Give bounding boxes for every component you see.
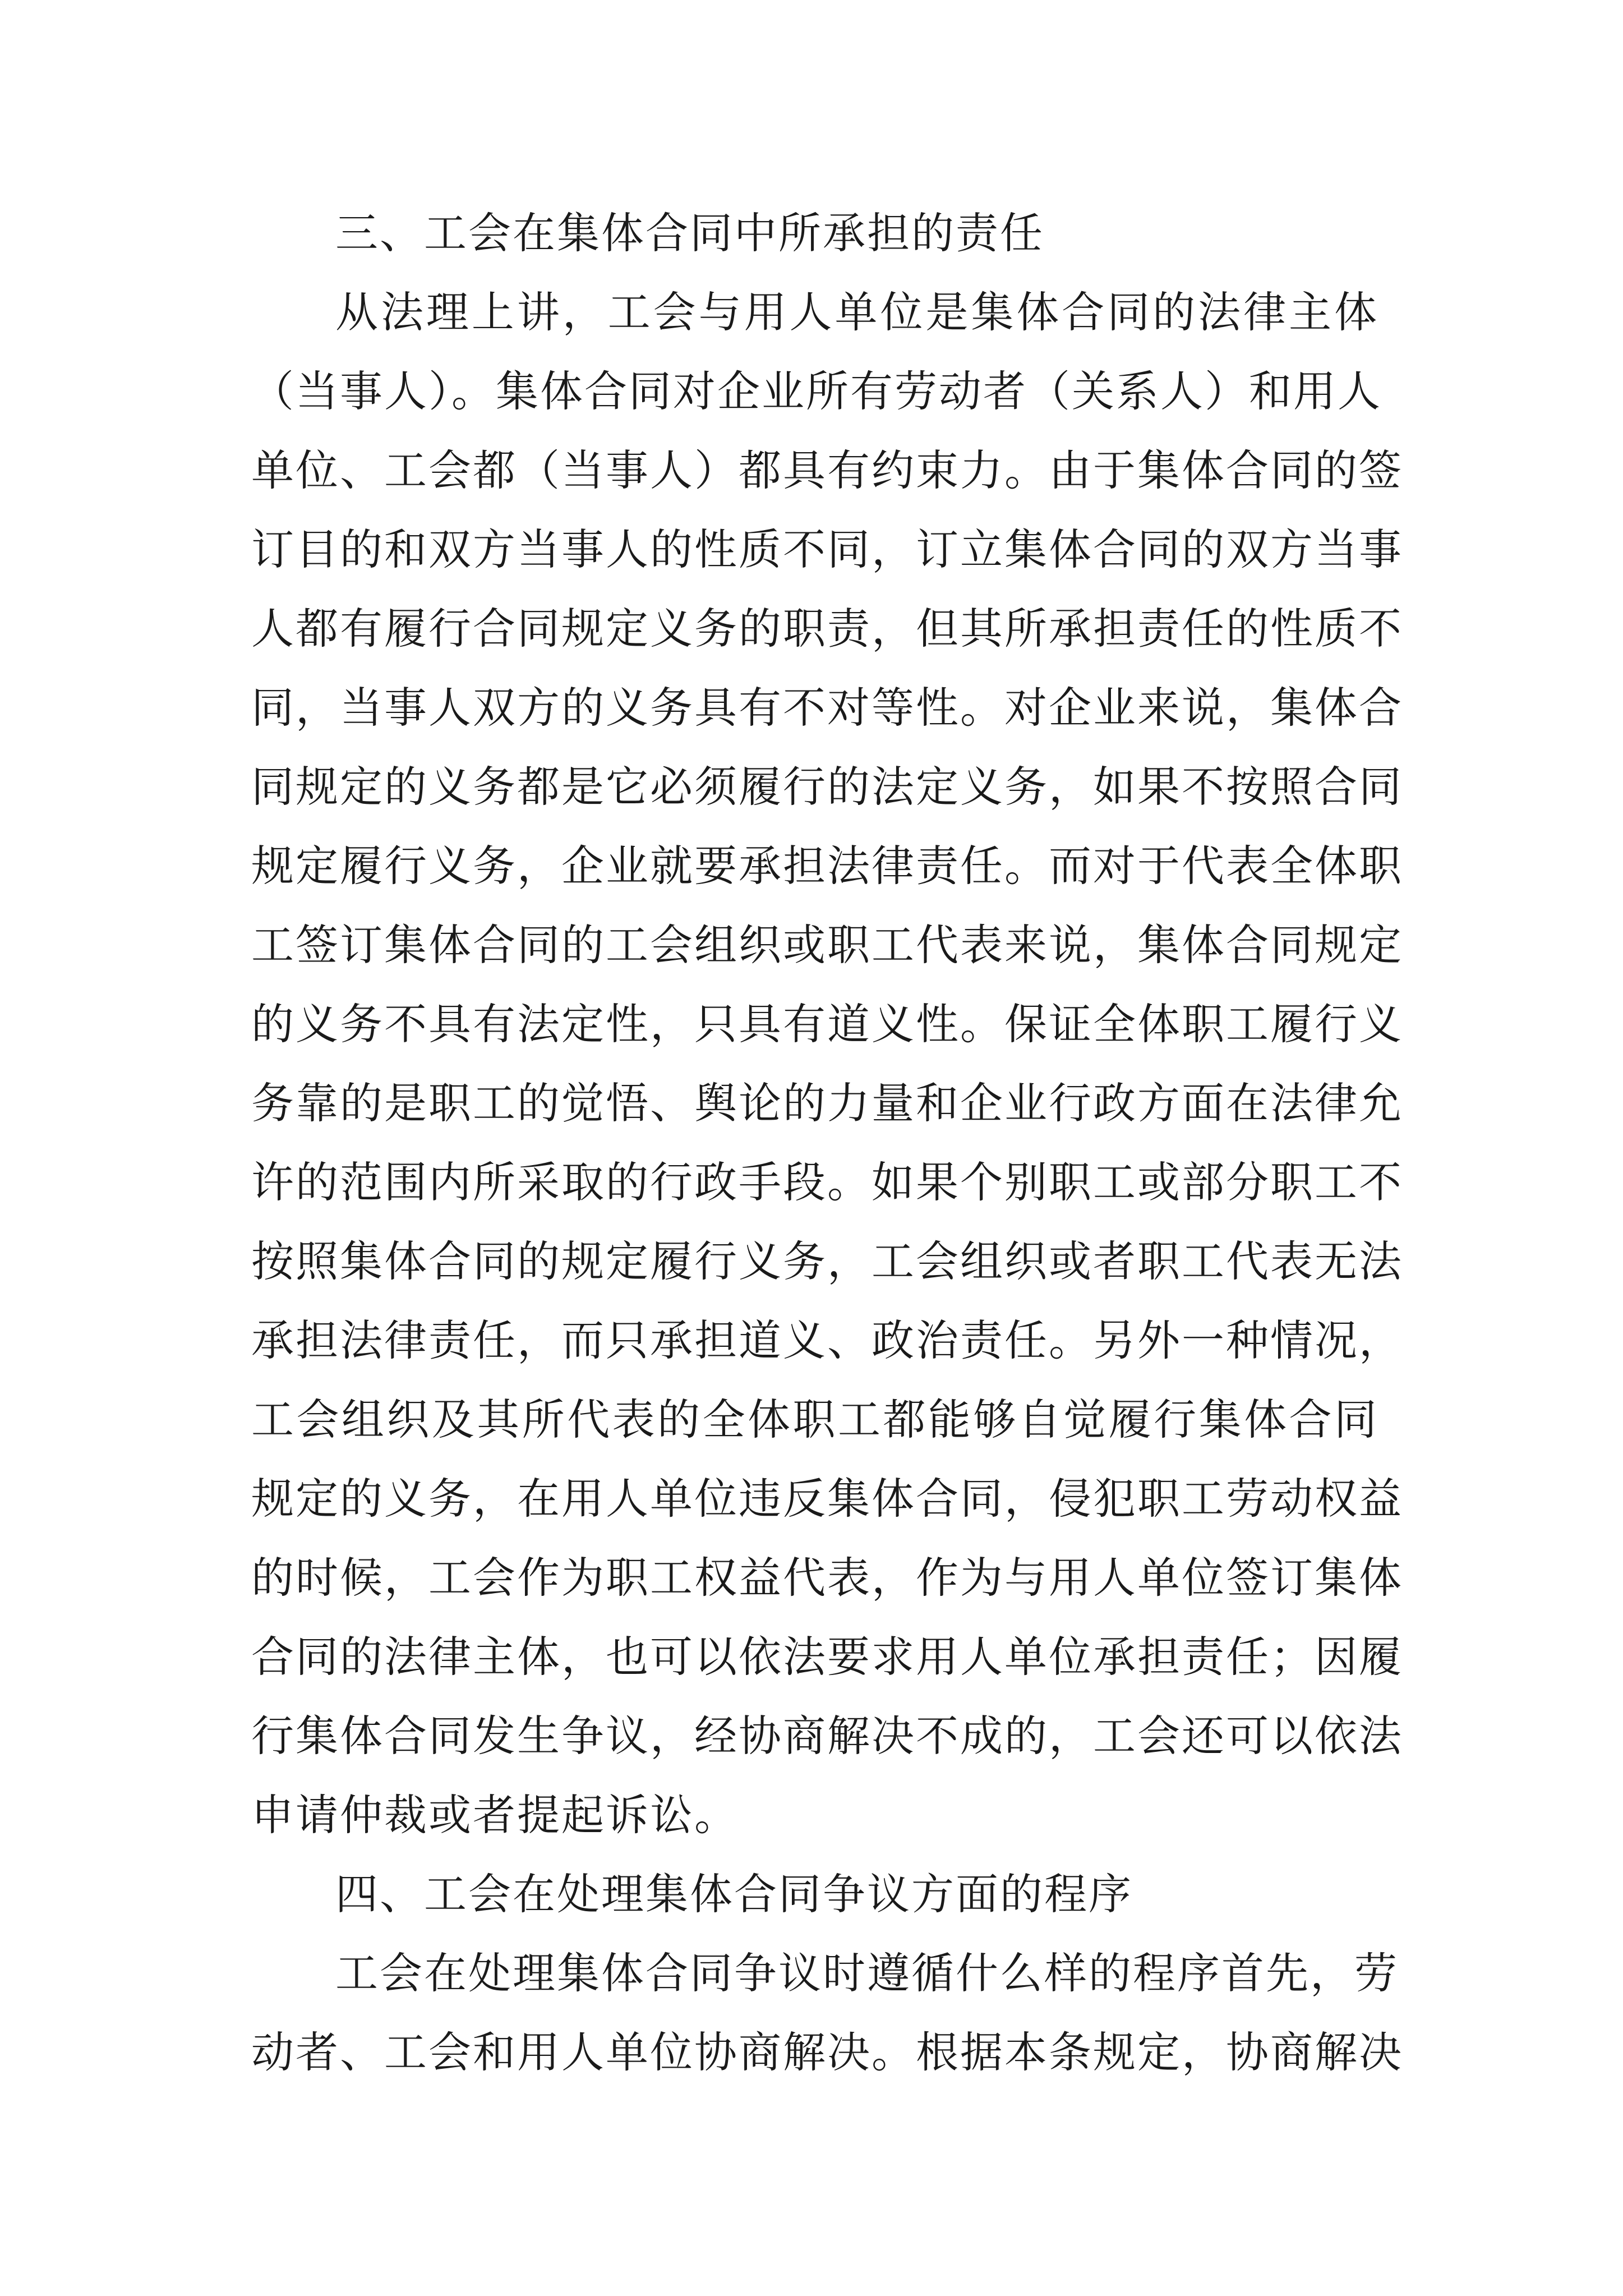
paragraph-start-line: 工会在处理集体合同争议时遵循什么样的程序首先，劳 bbox=[335, 1948, 1399, 1998]
text-line: 同规定的义务都是它必须履行的法定义务，如果不按照合同 bbox=[251, 762, 1403, 812]
text-line: 订目的和双方当事人的性质不同，订立集体合同的双方当事 bbox=[251, 524, 1403, 574]
text-line: 单位、工会都（当事人）都具有约束力。由于集体合同的签 bbox=[251, 445, 1403, 495]
text-line: 工会组织及其所代表的全体职工都能够自觉履行集体合同 bbox=[251, 1395, 1378, 1444]
paragraph-start-line: 四、工会在处理集体合同争议方面的程序 bbox=[335, 1869, 1133, 1919]
text-line: 规定的义务，在用人单位违反集体合同，侵犯职工劳动权益 bbox=[251, 1474, 1403, 1524]
text-line: 申请仲裁或者提起诉讼。 bbox=[251, 1790, 739, 1840]
text-line: 合同的法律主体，也可以依法要求用人单位承担责任；因履 bbox=[251, 1632, 1403, 1682]
text-line: 工签订集体合同的工会组织或职工代表来说，集体合同规定 bbox=[251, 920, 1403, 970]
text-line: 承担法律责任，而只承担道义、政治责任。另外一种情况， bbox=[251, 1315, 1403, 1365]
text-line: 同，当事人双方的义务具有不对等性。对企业来说，集体合 bbox=[251, 683, 1403, 733]
text-line: 按照集体合同的规定履行义务，工会组织或者职工代表无法 bbox=[251, 1236, 1403, 1286]
text-line: 务靠的是职工的觉悟、舆论的力量和企业行政方面在法律允 bbox=[251, 1078, 1403, 1128]
text-line: 行集体合同发生争议，经协商解决不成的，工会还可以依法 bbox=[251, 1711, 1403, 1761]
paragraph-start-line: 三、工会在集体合同中所承担的责任 bbox=[335, 208, 1044, 258]
paragraph-start-line: 从法理上讲，工会与用人单位是集体合同的法律主体 bbox=[335, 287, 1378, 337]
text-line: 规定履行义务，企业就要承担法律责任。而对于代表全体职 bbox=[251, 841, 1403, 891]
text-line: 许的范围内所采取的行政手段。如果个别职工或部分职工不 bbox=[251, 1157, 1403, 1207]
text-line: 的义务不具有法定性，只具有道义性。保证全体职工履行义 bbox=[251, 999, 1403, 1049]
text-line: 人都有履行合同规定义务的职责，但其所承担责任的性质不 bbox=[251, 604, 1403, 654]
text-line: 的时候，工会作为职工权益代表，作为与用人单位签订集体 bbox=[251, 1553, 1403, 1603]
text-line: （当事人）。集体合同对企业所有劳动者（关系人）和用人 bbox=[251, 366, 1382, 416]
text-line: 动者、工会和用人单位协商解决。根据本条规定，协商解决 bbox=[251, 2027, 1403, 2077]
body-text bbox=[251, 194, 1403, 2092]
